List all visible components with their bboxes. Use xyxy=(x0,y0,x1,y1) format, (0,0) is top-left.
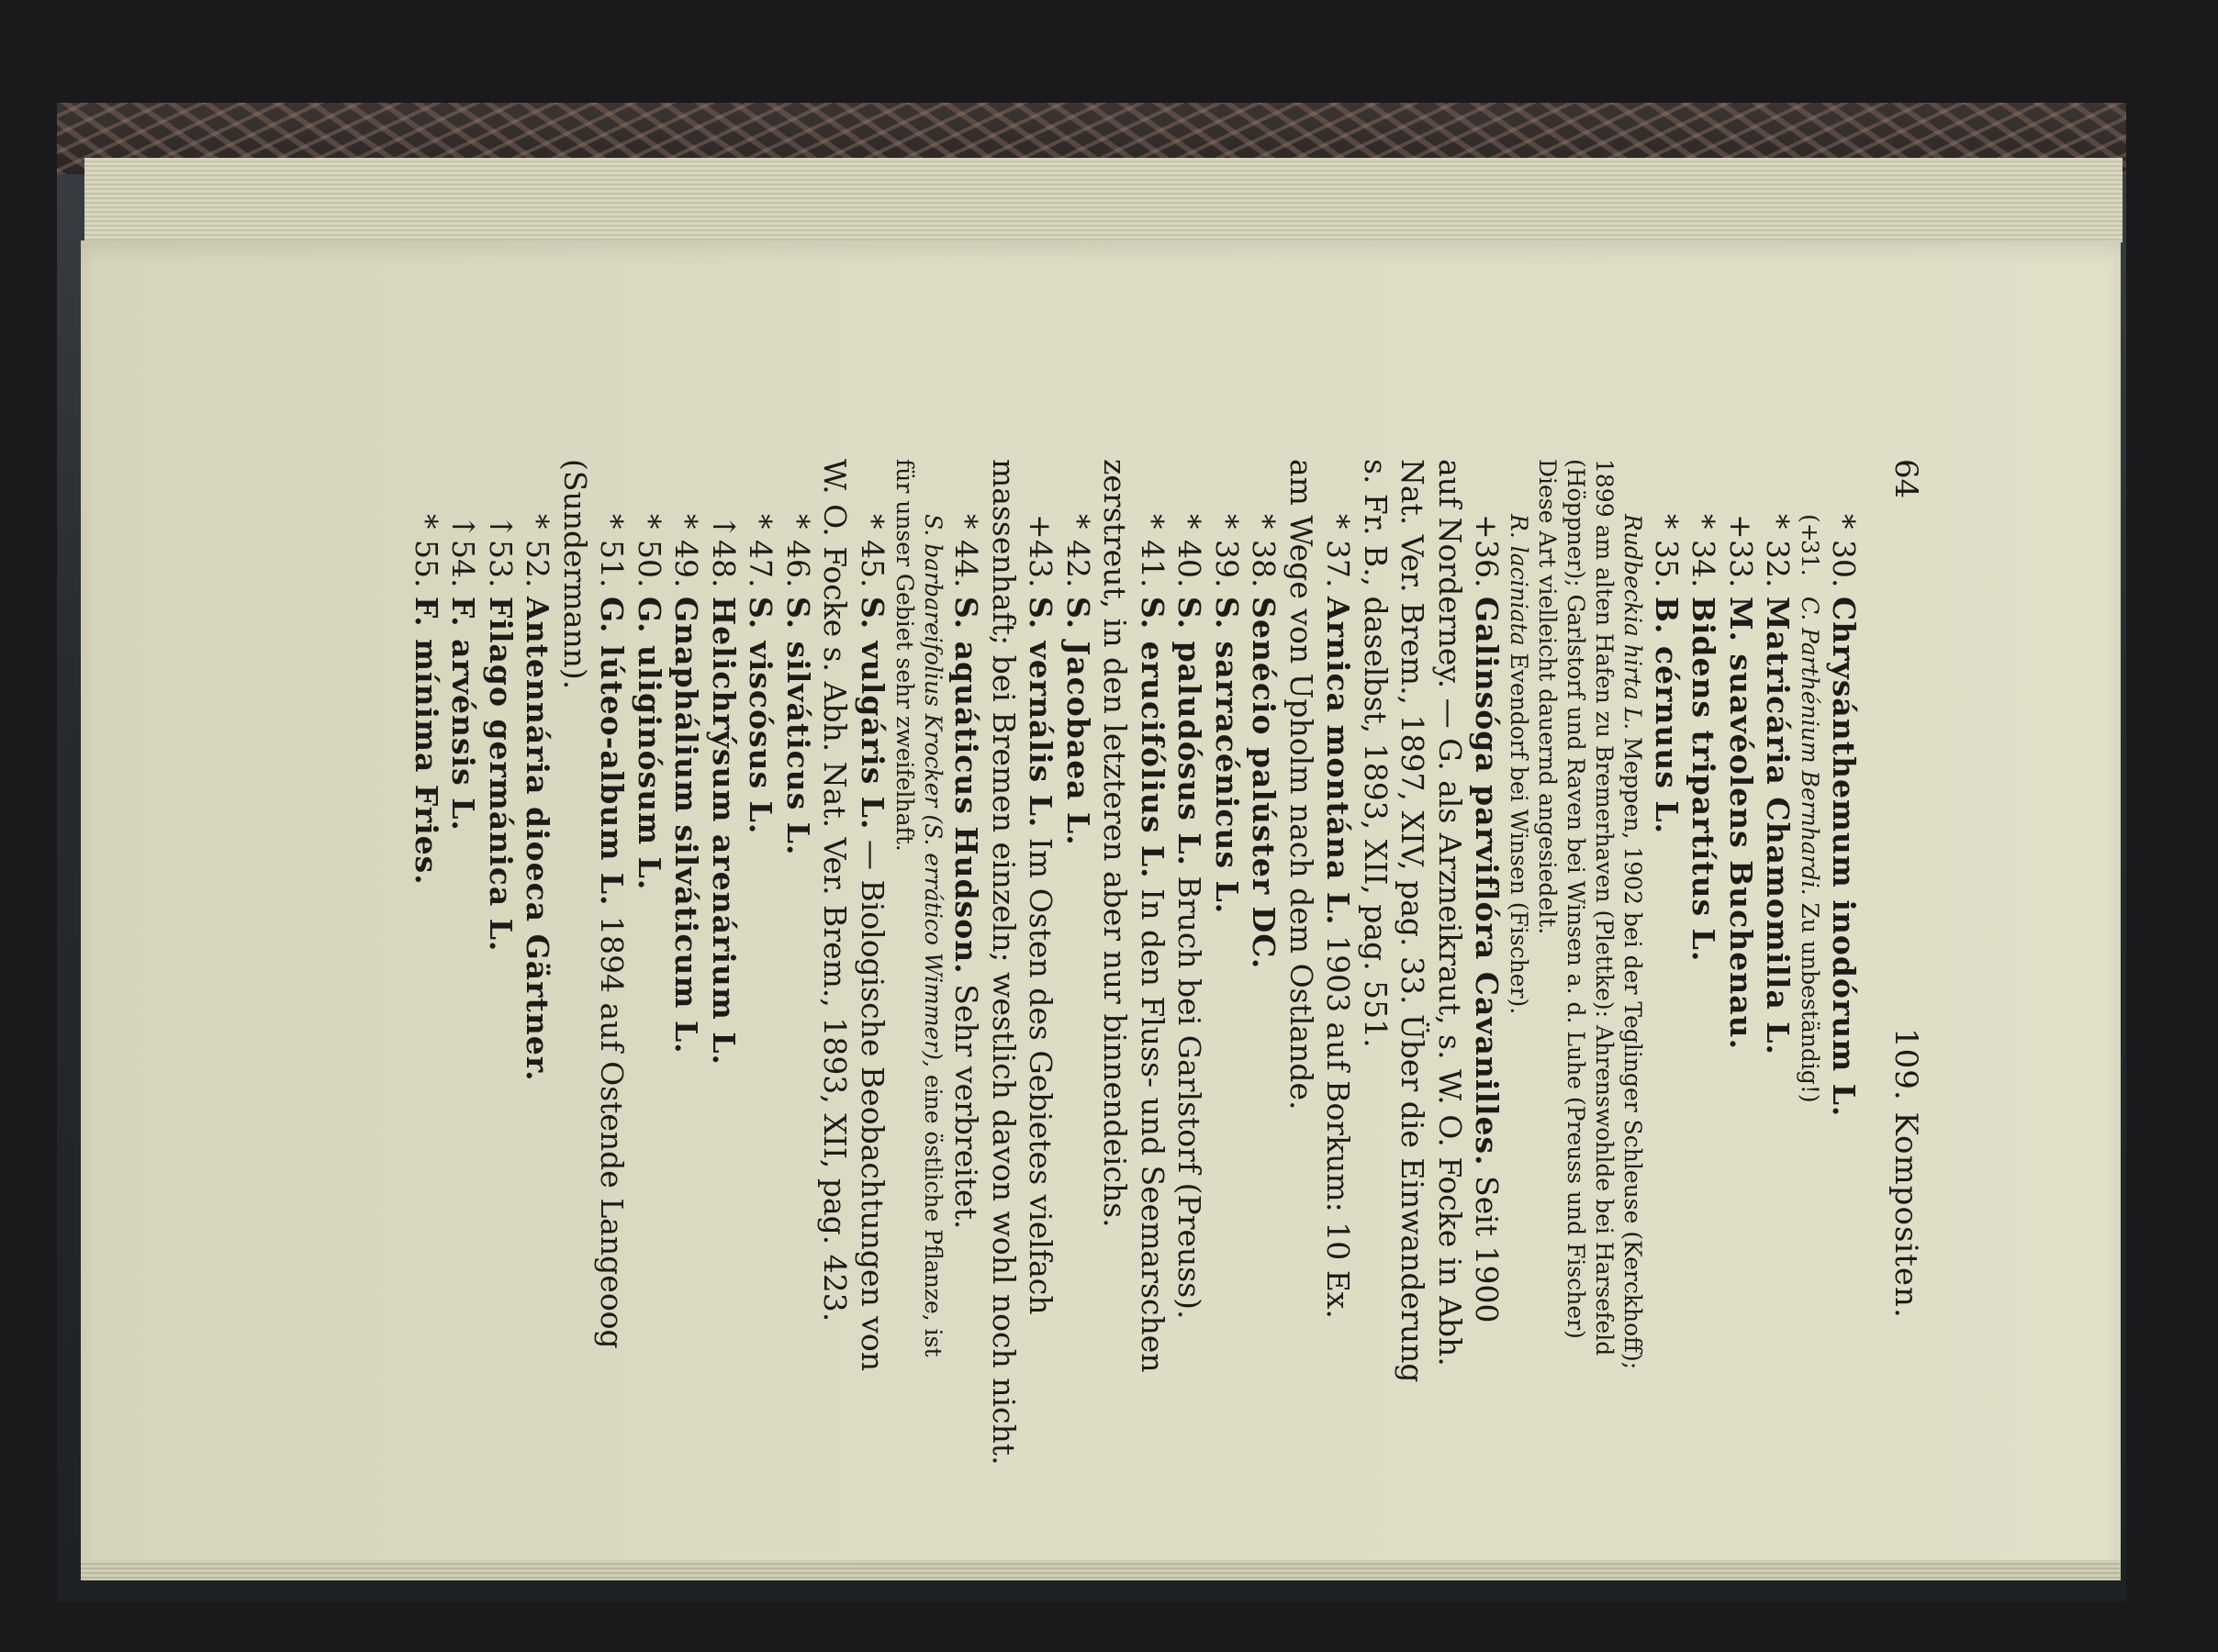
species-name: S. viscósus L. xyxy=(743,597,779,835)
species-name: F. mínima Fries. xyxy=(409,597,444,886)
text-line xyxy=(1431,459,1468,1367)
entry-number: 40. xyxy=(1171,540,1208,588)
text-line xyxy=(918,514,947,1357)
entry-marker: ↑ xyxy=(706,514,742,540)
entry-number: 49. xyxy=(668,540,705,588)
species-entry xyxy=(1059,514,1096,846)
species-entry xyxy=(594,514,631,1349)
entry-marker: * xyxy=(594,514,631,530)
entry-marker: * xyxy=(1209,514,1245,530)
entry-text: Bruch bei Garlstorf (Preuss). xyxy=(1171,866,1208,1320)
entry-marker: * xyxy=(1135,514,1171,530)
entry-number: 46. xyxy=(780,540,816,588)
text-line xyxy=(1533,459,1563,934)
species-name: Antennária dioeca Gärtner. xyxy=(520,597,556,1082)
italic-note: R. laciniata xyxy=(1506,514,1533,646)
entry-marker: * xyxy=(520,514,556,530)
species-name: F. arvénsis L. xyxy=(445,597,482,832)
text-line xyxy=(890,459,919,852)
species-entry xyxy=(1760,514,1797,1055)
species-name: S. silváticus L. xyxy=(780,597,816,856)
text-line xyxy=(1562,459,1591,1339)
species-name: Senécio palúster DC. xyxy=(1246,597,1283,970)
entry-number: 43. xyxy=(1023,540,1059,588)
entry-text: Sehr verbreitet. xyxy=(948,974,985,1230)
text-line xyxy=(556,459,593,689)
note-text: für unser Gebiet sehr zweifelhaft. xyxy=(891,459,918,852)
entry-text: — Biologische Beobachtungen von xyxy=(855,830,891,1372)
entry-marker: + xyxy=(1723,514,1759,540)
species-name: Chrysánthemum inodórum L. xyxy=(1826,597,1862,1118)
entry-number: 48. xyxy=(706,540,742,588)
species-entry xyxy=(445,514,482,832)
entry-text: Im Osten des Gebietes vielfach xyxy=(1023,828,1059,1315)
species-name: Gnaphálium silváticum L. xyxy=(668,597,705,1055)
species-name: S. vernális L. xyxy=(1023,597,1059,829)
entry-number: 32. xyxy=(1760,540,1797,588)
species-name: Filago germánica L. xyxy=(483,597,519,953)
continuation-text: auf Norderney. — G. als Arzneikraut, s. W. O. Focke in Abh. xyxy=(1432,459,1468,1367)
entry-marker: * xyxy=(409,514,444,530)
entry-number: 38. xyxy=(1246,540,1283,588)
species-entry xyxy=(1469,514,1506,1323)
entry-marker: * xyxy=(780,514,816,530)
species-name: S. paludósus L. xyxy=(1171,597,1208,867)
entry-number: 47. xyxy=(743,540,779,588)
species-entry xyxy=(948,514,985,1229)
species-entry xyxy=(1648,514,1685,834)
page-number: 64 xyxy=(1888,459,1924,499)
entry-marker: * xyxy=(948,514,985,530)
entry-number: 31. xyxy=(1797,540,1824,576)
entry-number: 37. xyxy=(1320,540,1357,588)
continuation-text: zerstreut, in den letzteren aber nur binnendeichs. xyxy=(1097,459,1134,1228)
entry-marker: * xyxy=(1826,514,1862,530)
species-entry xyxy=(482,514,519,952)
italic-note: C. Parthénium Bernhardi. xyxy=(1797,597,1824,896)
text-line xyxy=(985,459,1022,1466)
continuation-text: Nat. Ver. Brem., 1897, XIV, pag. 33. Über die Einwanderung xyxy=(1395,459,1431,1383)
entry-number: 45. xyxy=(855,540,891,588)
entry-number: 42. xyxy=(1060,540,1096,588)
entry-text: 1903 auf Borkum: 10 Ex. xyxy=(1320,925,1357,1319)
species-name: S. Jacobaea L. xyxy=(1060,597,1096,846)
species-entry xyxy=(1825,514,1862,1117)
species-name: Arnica montána L. xyxy=(1320,597,1357,926)
note-text: 1899 am alten Hafen zu Bremerhaven (Plettke): Ahrenswohlde bei Harsefeld xyxy=(1591,459,1619,1356)
entry-marker: * xyxy=(855,514,891,530)
species-entry xyxy=(1722,514,1759,1050)
species-name: Matricária Chamomilla L. xyxy=(1760,597,1797,1056)
text-line xyxy=(1505,514,1534,1014)
species-entry xyxy=(1171,514,1208,1320)
entry-marker: * xyxy=(668,514,705,530)
text-line xyxy=(1619,514,1648,1369)
section-title: 109. Kompositen. xyxy=(1888,1028,1924,1319)
species-entry xyxy=(668,514,705,1055)
continuation-text: W. O. Focke s. Abh. Nat. Ver. Brem., 1893, XII, pag. 423. xyxy=(817,459,854,1323)
species-name: S. sarracénicus L. xyxy=(1209,597,1245,915)
entry-marker: + xyxy=(1469,514,1506,540)
species-entry xyxy=(854,514,891,1371)
species-name: G. lúteo-album L. xyxy=(594,597,631,907)
species-entry xyxy=(631,514,667,890)
entry-number: 52. xyxy=(520,540,556,588)
entry-marker: ↑ xyxy=(483,514,519,540)
species-entry xyxy=(408,514,444,886)
species-name: M. suavéolens Buchenau. xyxy=(1723,597,1759,1051)
entry-text: In den Fluss- und Seemarschen xyxy=(1135,878,1171,1373)
species-name: S. vulgáris L. xyxy=(855,597,891,831)
note-text: Meppen, 1902 bei der Teglinger Schleuse (Kerckhoff); xyxy=(1619,730,1647,1370)
note-text: Zu unbeständig!) xyxy=(1797,895,1824,1103)
page-header xyxy=(1873,459,1928,1652)
species-name: B. cérnuus L. xyxy=(1649,597,1685,835)
species-entry xyxy=(1686,514,1722,962)
species-name: G. uliginósum L. xyxy=(632,597,667,891)
entry-number: 50. xyxy=(632,540,667,588)
entry-number: 34. xyxy=(1686,540,1722,588)
page-stack-top xyxy=(84,158,2123,242)
species-entry xyxy=(520,514,556,1082)
entry-marker: + xyxy=(1023,514,1059,540)
italic-note: Rudbeckia hirta L. xyxy=(1619,514,1647,731)
entry-number: 33. xyxy=(1723,540,1759,588)
entry-marker: * xyxy=(1171,514,1208,530)
text-line xyxy=(1357,459,1394,1048)
species-entry xyxy=(779,514,816,855)
entry-text: 1894 auf Ostende Langeoog xyxy=(594,906,631,1349)
entry-number: 39. xyxy=(1209,540,1245,588)
species-name: S. aquáticus Hudson. xyxy=(948,597,985,975)
species-entry xyxy=(1246,514,1283,969)
note-text: Diese Art vielleicht dauernd angesiedelt. xyxy=(1534,459,1562,935)
continuation-text: s. Fr. B., daselbst, 1893, XII, pag. 551. xyxy=(1358,459,1394,1048)
text-line xyxy=(1590,459,1619,1356)
entry-number: 51. xyxy=(594,540,631,588)
entry-marker: * xyxy=(632,514,667,530)
text-line xyxy=(1796,514,1825,1103)
entry-marker: * xyxy=(1649,514,1685,530)
text-line xyxy=(1283,459,1319,1110)
text-line xyxy=(817,459,854,1322)
species-entry xyxy=(1320,514,1357,1319)
entry-marker: * xyxy=(1760,514,1797,530)
species-entry xyxy=(743,514,779,834)
rotated-text-block xyxy=(409,459,1928,1652)
note-text: (Höppner); Garlstorf und Raven bei Winsen a. d. Luhe (Preuss und Fischer) xyxy=(1563,459,1590,1339)
entry-marker: * xyxy=(1686,514,1722,530)
text-line xyxy=(1097,459,1134,1228)
text-line xyxy=(1395,459,1431,1383)
entry-number: 41. xyxy=(1135,540,1171,588)
entry-number: 30. xyxy=(1826,540,1862,588)
entry-number: 44. xyxy=(948,540,985,588)
species-name: Galinsóga parviflóra Cavanilles. xyxy=(1469,597,1506,1166)
continuation-text: (Sundermann). xyxy=(557,459,593,690)
species-name: Helichrýsum arenárium L. xyxy=(706,597,742,1066)
continuation-text: massenhaft; bei Bremen einzeln; westlich davon wohl noch nicht. xyxy=(986,459,1022,1466)
entry-marker: * xyxy=(1246,514,1283,530)
entry-number: 55. xyxy=(409,540,444,588)
entry-marker: * xyxy=(1060,514,1096,530)
species-name: Bidens tripartítus L. xyxy=(1686,597,1722,963)
species-entry xyxy=(705,514,742,1066)
species-entry xyxy=(1023,514,1059,1315)
entry-number: 35. xyxy=(1649,540,1685,588)
entry-marker: (+ xyxy=(1797,514,1824,542)
continuation-text: am Wege von Upholm nach dem Ostlande. xyxy=(1283,459,1319,1111)
species-entry xyxy=(1134,514,1171,1373)
note-text: Evendorf bei Winsen (Fischer). xyxy=(1506,645,1533,1015)
entry-marker: * xyxy=(743,514,779,530)
entry-number: 36. xyxy=(1469,540,1506,588)
entry-marker: * xyxy=(1320,514,1357,530)
note-text: eine östliche Pflanze, ist xyxy=(920,1066,947,1357)
entry-number: 53. xyxy=(483,540,519,588)
species-entry xyxy=(1208,514,1245,914)
species-name: S. erucifólius L. xyxy=(1135,597,1171,879)
entry-marker: ↑ xyxy=(445,514,482,540)
entry-number: 54. xyxy=(445,540,482,588)
entry-text: Seit 1900 xyxy=(1469,1166,1506,1323)
italic-note: S. barbareifolius Krocker (S. errático Wimmer), xyxy=(920,514,947,1067)
